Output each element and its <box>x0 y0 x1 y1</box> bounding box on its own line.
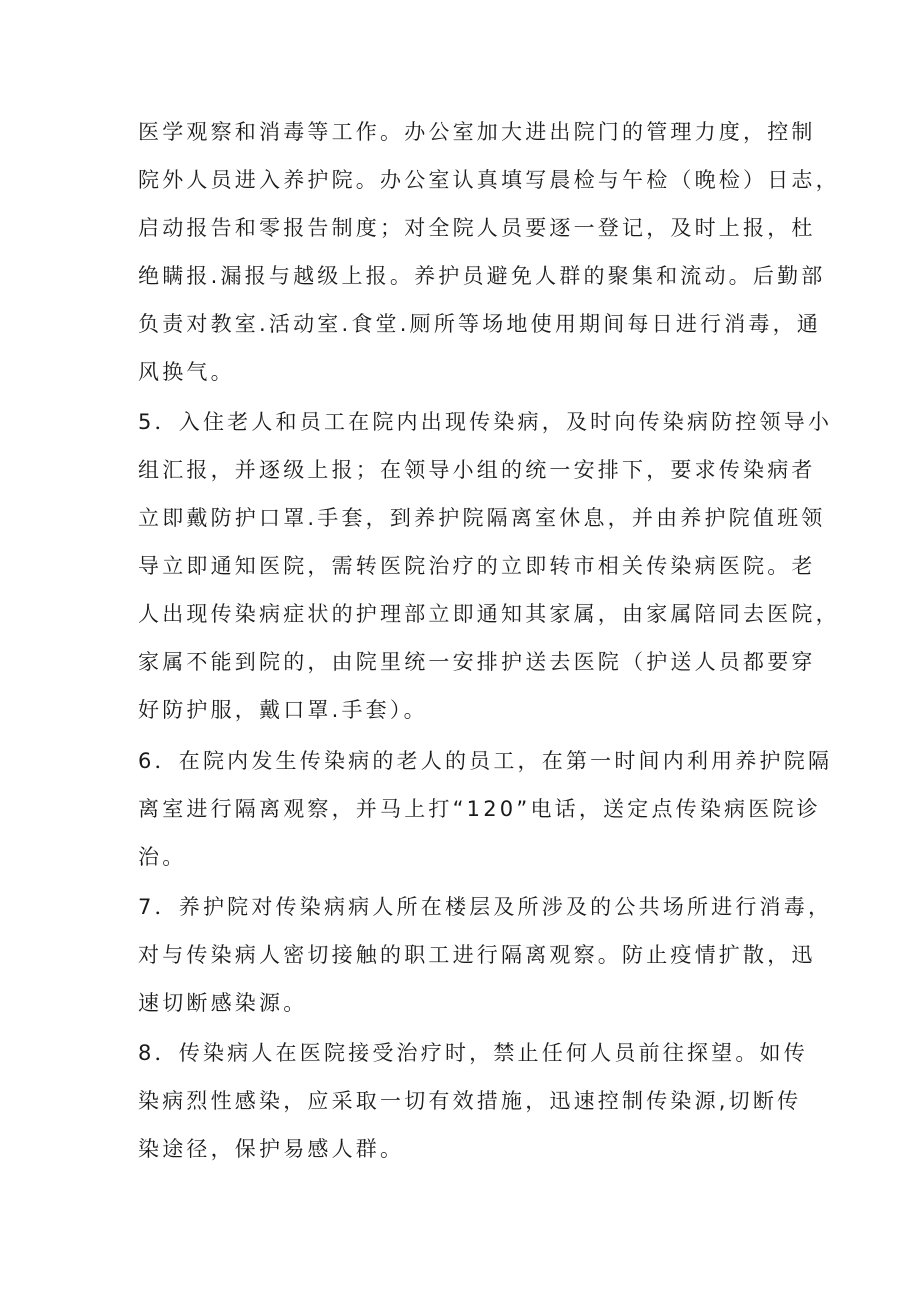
paragraph-8-line: 染途径，保护易感人群。 <box>138 1137 405 1161</box>
text-line: 负责对教室.活动室.食堂.厕所等场地使用期间每日进行消毒，通 <box>138 312 822 336</box>
paragraph-5-line: 5．入住老人和员工在院内出现传染病，及时向传染病防控领导小 <box>138 410 833 434</box>
paragraph-5-line: 立即戴防护口罩.手套，到养护院隔离室休息，并由养护院值班领 <box>138 506 826 530</box>
paragraph-7-line: 速切断感染源。 <box>138 991 308 1015</box>
paragraph-6-line: 离室进行隔离观察，并马上打“120”电话，送定点传染病医院诊 <box>138 797 821 821</box>
paragraph-7-line: 7．养护院对传染病病人所在楼层及所涉及的公共场所进行消毒， <box>138 895 833 919</box>
text-line: 院外人员进入养护院。办公室认真填写晨检与午检（晚检）日志， <box>138 168 840 192</box>
paragraph-5-line: 家属不能到院的，由院里统一安排护送去医院（护送人员都要穿 <box>138 650 816 674</box>
paragraph-6-line: 6．在院内发生传染病的老人的员工，在第一时间内利用养护院隔 <box>138 749 833 773</box>
paragraph-8-line: 染病烈性感染，应采取一切有效措施，迅速控制传染源,切断传 <box>138 1089 802 1113</box>
paragraph-7-line: 对与传染病人密切接触的职工进行隔离观察。防止疫情扩散，迅 <box>138 943 816 967</box>
paragraph-5-line: 组汇报，并逐级上报；在领导小组的统一安排下，要求传染病者 <box>138 458 816 482</box>
text-line: 医学观察和消毒等工作。办公室加大进出院门的管理力度，控制 <box>138 120 816 144</box>
paragraph-8-line: 8．传染病人在医院接受治疗时，禁止任何人员前往探望。如传 <box>138 1041 808 1065</box>
paragraph-5-line: 人出现传染病症状的护理部立即通知其家属，由家属陪同去医院， <box>138 602 840 626</box>
paragraph-5-line: 好防护服，戴口罩.手套）。 <box>138 698 428 722</box>
text-line: 绝瞒报.漏报与越级上报。养护员避免人群的聚集和流动。后勤部 <box>138 264 826 288</box>
text-line: 启动报告和零报告制度；对全院人员要逐一登记，及时上报，杜 <box>138 216 816 240</box>
text-line: 风换气。 <box>138 360 235 384</box>
paragraph-6-line: 治。 <box>138 845 187 869</box>
paragraph-5-line: 导立即通知医院，需转医院治疗的立即转市相关传染病医院。老 <box>138 554 816 578</box>
